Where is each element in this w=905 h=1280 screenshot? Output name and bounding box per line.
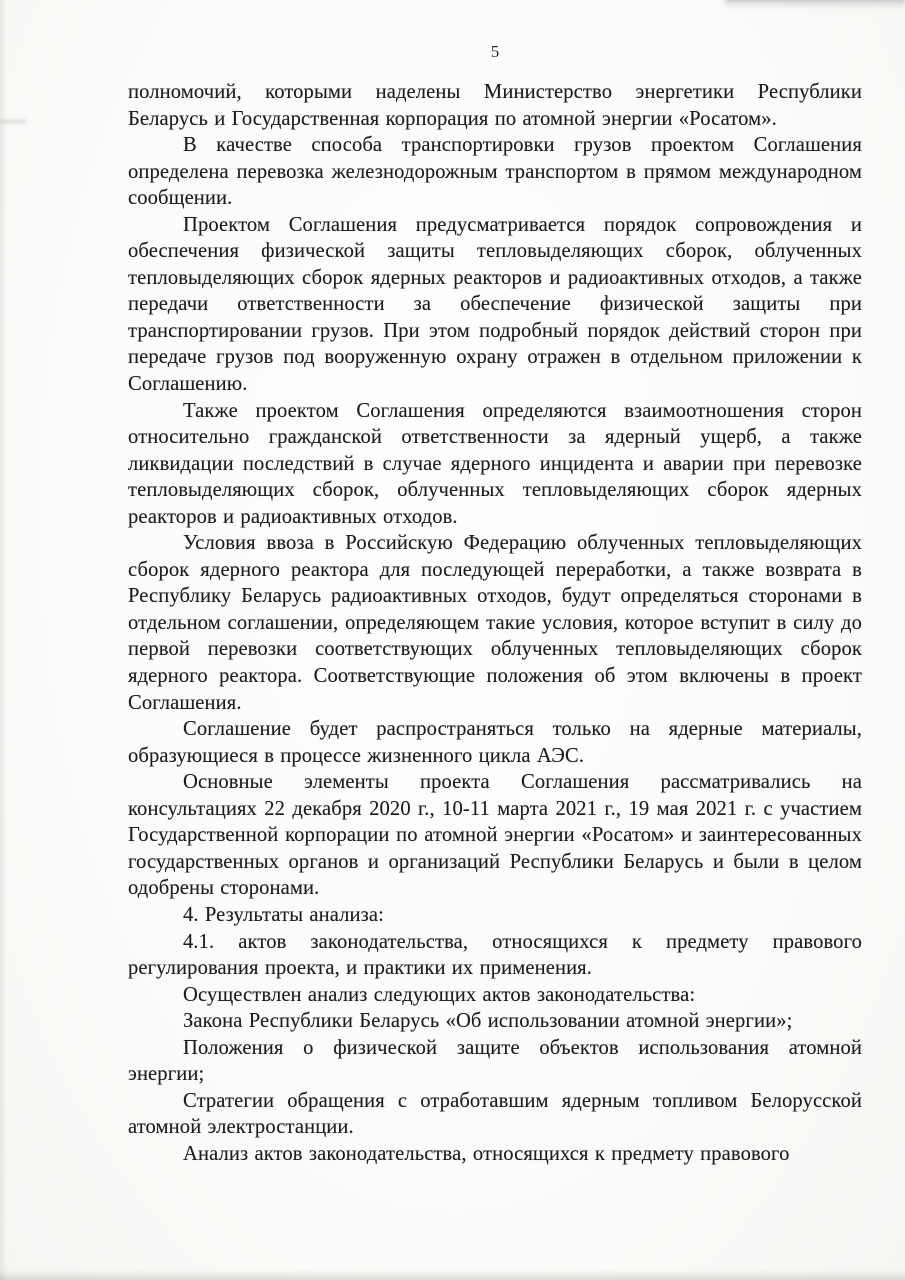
paragraph: Положения о физической защите объектов использования атомной энергии; <box>128 1036 862 1086</box>
paragraph: Проектом Соглашения предусматривается порядок сопровождения и обеспечения физической защиты тепловыделяющих сборок, облученных тепловыделяющих сборок ядерных реакторов и радиоактивных отходов, а также передачи ответственности за обеспечение физической защиты при транспортировании грузов. При этом подробный порядок действий сторон при передаче грузов под вооруженную охрану отражен в отдельном приложении к Соглашению. <box>128 213 862 396</box>
paragraph: Стратегии обращения с отработавшим ядерным топливом Белорусской атомной электростанции. <box>128 1089 862 1139</box>
paragraph: В качестве способа транспортировки грузов проектом Соглашения определена перевозка железнодорожным транспортом в прямом международном сообщении. <box>128 134 862 210</box>
paragraph: 4. Результаты анализа: <box>183 903 384 926</box>
paragraph: Соглашение будет распространяться только на ядерные материалы, образующиеся в процессе жизненного цикла АЭС. <box>128 718 862 767</box>
document-body <box>128 79 862 1167</box>
paragraph: Основные элементы проекта Соглашения рассматривались на консультациях 22 декабря 2020 г., 10-11 марта 2021 г., 19 мая 2021 г. с участием Государственной корпорации по атомной энергии «Росатом» и заинтересованных государственных органов и организаций Республики Беларусь и были в целом одобрены сторонами. <box>128 771 862 900</box>
paragraph: Условия ввоза в Российскую Федерацию облученных тепловыделяющих сборок ядерного реактора для последующей переработки, а также возврата в Республику Беларусь радиоактивных отходов, будут определяться сторонами в отдельном соглашении, определяющем такие условия, которое вступит в силу до первой перевозки соответствующих облученных тепловыделяющих сборок ядерного реактора. Соответствующие положения об этом включены в проект Соглашения. <box>128 532 862 714</box>
page-number: 5 <box>490 42 500 61</box>
paragraph: Также проектом Соглашения определяются взаимоотношения сторон относительно гражданской ответственности за ядерный ущерб, а также ликвидации последствий в случае ядерного инцидента и аварии при перевозке тепловыделяющих сборок, облученных тепловыделяющих сборок ядерных реакторов и радиоактивных отходов. <box>128 399 862 528</box>
paragraph: полномочий, которыми наделены Министерство энергетики Республики Беларусь и Государственная корпорация по атомной энергии «Росатом». <box>128 81 862 130</box>
paragraph: Анализ актов законодательства, относящихся к предмету правового <box>183 1142 790 1165</box>
scan-shadow-bottom-edge <box>0 1270 905 1280</box>
paragraph: 4.1. актов законодательства, относящихся к предмету правового регулирования проекта, и практики их применения. <box>128 930 862 980</box>
scan-artifact-top-right <box>725 0 905 10</box>
paragraph: Закона Республики Беларусь «Об использовании атомной энергии»; <box>183 1010 793 1033</box>
scan-shadow-left-edge <box>0 0 7 1280</box>
paragraph: Осуществлен анализ следующих актов законодательства: <box>183 983 696 1006</box>
